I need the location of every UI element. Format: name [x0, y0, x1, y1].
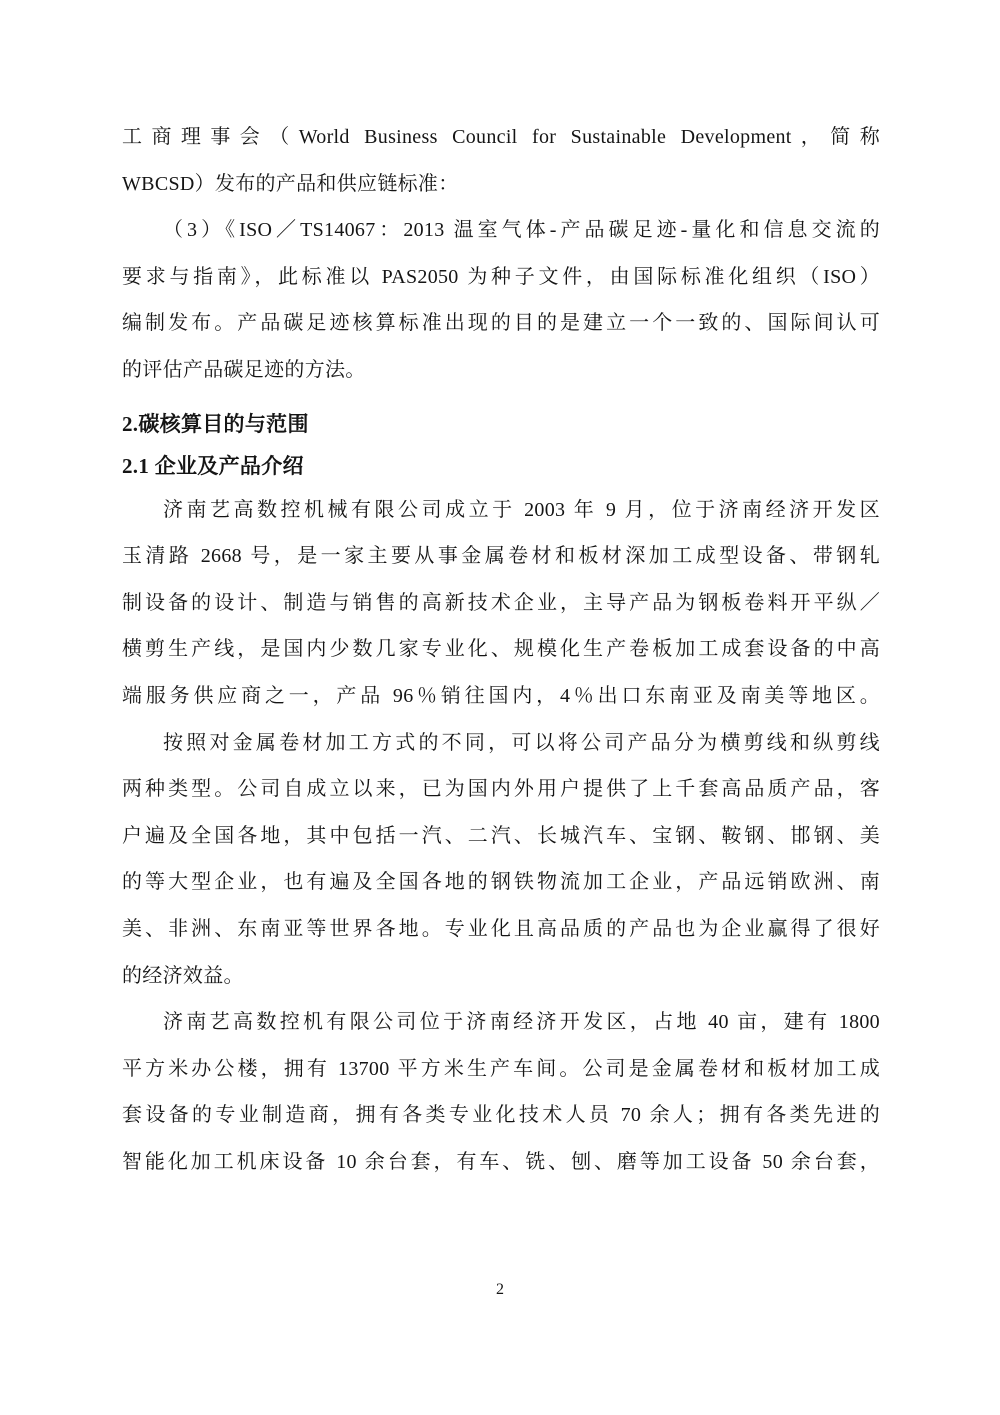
section-heading — [122, 445, 880, 487]
heading-text: 2.1 企业及产品介绍 — [122, 453, 304, 478]
text-line: 户遍及全国各地，其中包括一汽、二汽、长城汽车、宝钢、鞍钢、邯钢、美 — [122, 824, 880, 847]
text-line: 平方米办公楼，拥有 13700 平方米生产车间。公司是金属卷材和板材加工成 — [122, 1057, 880, 1080]
heading-text: 2.碳核算目的与范围 — [122, 411, 309, 436]
text-line: 要求与指南》，此标准以 PAS2050 为种子文件，由国际标准化组织（ISO） — [122, 265, 880, 288]
section-heading — [122, 403, 880, 445]
text-line: 的评估产品碳足迹的方法。 — [122, 358, 366, 381]
text-line: （3）《ISO／TS14067：2013 温室气体-产品碳足迹-量化和信息交流的 — [163, 219, 880, 242]
text-line: 智能化加工机床设备 10 余台套，有车、铣、刨、磨等加工设备 50 余台套， — [122, 1150, 880, 1173]
text-line: 的等大型企业，也有遍及全国各地的钢铁物流加工企业，产品远销欧洲、南 — [122, 871, 880, 894]
text-line: 端服务供应商之一，产品 96％销往国内，4％出口东南亚及南美等地区。 — [122, 684, 880, 707]
paragraph — [122, 720, 880, 1000]
text-line: 制设备的设计、制造与销售的高新技术企业，主导产品为钢板卷料开平纵／ — [122, 591, 880, 614]
text-line: 编制发布。产品碳足迹核算标准出现的目的是建立一个一致的、国际间认可 — [122, 312, 880, 335]
paragraph — [122, 114, 880, 207]
text-line: WBCSD）发布的产品和供应链标准： — [122, 172, 459, 195]
text-line: 玉清路 2668 号，是一家主要从事金属卷材和板材深加工成型设备、带钢轧 — [122, 545, 880, 568]
page-number: 2 — [496, 1281, 504, 1298]
text-line: 横剪生产线，是国内少数几家专业化、规模化生产卷板加工成套设备的中高 — [122, 638, 880, 661]
text-line: 套设备的专业制造商，拥有各类专业化技术人员 70 余人；拥有各类先进的 — [122, 1104, 880, 1127]
text-line: 两种类型。公司自成立以来，已为国内外用户提供了上千套高品质产品，客 — [122, 778, 880, 801]
paragraph — [122, 487, 880, 720]
text-line: 济南艺高数控机械有限公司成立于 2003 年 9 月，位于济南经济开发区 — [163, 498, 880, 521]
text-line: 按照对金属卷材加工方式的不同，可以将公司产品分为横剪线和纵剪线 — [163, 731, 880, 754]
text-line: 工商理事会（World Business Council for Sustainable Development，简称 — [122, 126, 880, 148]
paragraph — [122, 207, 880, 393]
paragraph — [122, 999, 880, 1185]
text-line: 济南艺高数控机有限公司位于济南经济开发区，占地 40 亩，建有 1800 — [163, 1011, 880, 1034]
text-line: 美、非洲、东南亚等世界各地。专业化且高品质的产品也为企业赢得了很好 — [122, 917, 880, 940]
document-body — [122, 114, 880, 1185]
text-line: 的经济效益。 — [122, 964, 244, 987]
